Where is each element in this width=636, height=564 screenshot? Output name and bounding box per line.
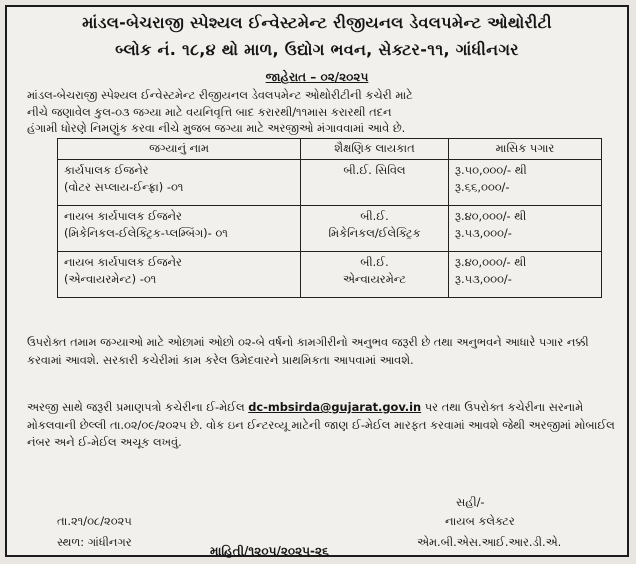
- signature-mark: સહી/-: [456, 495, 485, 509]
- post-detail: (એન્વાયરમેન્ટ) -૦૧: [64, 272, 157, 286]
- post-title: નાયબ કાર્યપાલક ઈજનેર: [64, 255, 182, 269]
- qualification-text: મિકેનિકલ/ઈલેક્ટ્રિક: [328, 226, 421, 240]
- post-title: કાર્યપાલક ઈજનેર: [64, 163, 149, 177]
- salary-to: રૂ.૫૩,૦૦૦/-: [454, 272, 512, 286]
- table-row: [58, 252, 602, 298]
- qualification-cell: [301, 206, 449, 252]
- paragraph-line: [27, 400, 438, 414]
- paragraph-text: પર: [421, 400, 439, 414]
- salary-cell: [448, 252, 601, 298]
- salary-cell: [448, 206, 601, 252]
- salary-from: રૂ.૫૦,૦૦૦/- થી: [454, 163, 527, 177]
- post-detail: (મિકેનિકલ-ઈલેક્ટ્રિક-પ્લમ્બિંગ)- ૦૧: [64, 226, 228, 240]
- notice-place: સ્થળ: ગાંધીનગર: [57, 535, 132, 549]
- table-header-row: [58, 139, 602, 160]
- paragraph-line: નંબર અને ઈ-મેઈલ અચૂક લખવું.: [27, 435, 182, 449]
- qualification-text: બી.ઈ.: [360, 209, 389, 223]
- qualification-text: બી.ઈ.: [360, 255, 389, 269]
- intro-line: હંગામી ધોરણે નિમણુંક કરવા નીચે મુજબ જગ્યા માટે અરજીઓ મંગાવવામાં આવે છે.: [27, 121, 406, 135]
- vacancy-table: [57, 138, 602, 298]
- experience-paragraph: [27, 333, 617, 369]
- paragraph-line: જરૂરી છે તથા અનુભવને આધારે પગાર નક્કી કરવામાં આવશે. સરકારી કચેરીમાં કામ: [27, 335, 589, 367]
- intro-line: માંડલ-બેચરાજી સ્પેશ્યલ ઈન્વેસ્ટમેન્ટ રીજીયનલ ડેવલપમેન્ટ ઓથોરીટીની કચેરી માટે: [27, 88, 413, 102]
- intro-line: નીચે જણાવેલ કુલ-૦૩ જગ્યા માટે વયનિવૃત્તિ બાદ કરારથી/૧૧માસ કરારથી તદન: [27, 104, 392, 119]
- paragraph-line: ઈન્ટરવ્યૂ માટેની જાણ ઈ-મેઈલ મારફત કરવામાં આવશે જેથી અરજીમાં મોબાઈલ: [247, 417, 615, 432]
- authority-name: માંડલ-બેચરાજી સ્પેશ્યલ ઈન્વેસ્ટમેન્ટ રીજીયનલ ડેવલપમેન્ટ ઓથોરીટી: [82, 13, 552, 32]
- paragraph-line: તથા ઉપરોક્ત કચેરીના સરનામે મોકલવાની છેલ્લી તા.૦૨/૦૯/૨૦૨૫ છે. વોક ઇન: [27, 400, 584, 432]
- intro-paragraph: [27, 87, 617, 137]
- qualification-text: બી.ઈ. સિવિલ: [343, 163, 406, 177]
- salary-to: રૂ.૫૩,૦૦૦/-: [454, 226, 512, 240]
- application-paragraph: [27, 399, 617, 452]
- paragraph-line: ઉપરોક્ત તમામ જગ્યાઓ માટે ઓછામાં ઓછો ૦૨-બે વર્ષનો કામગીરીનો અનુભવ: [27, 335, 389, 349]
- post-title: નાયબ કાર્યપાલક ઈજનેર: [64, 209, 182, 223]
- post-cell: [58, 206, 301, 252]
- salary-from: રૂ.૪૦,૦૦૦/- થી: [454, 209, 527, 223]
- header-salary: માસિક પગાર: [448, 139, 601, 160]
- salary-to: રૂ.૬૬,૦૦૦/-: [454, 180, 510, 194]
- advertisement-number: જાહેરાત – ૦૨/૨૦૨૫: [265, 70, 369, 84]
- qualification-text: એન્વાયરમેન્ટ: [342, 272, 407, 286]
- salary-from: રૂ.૪૦,૦૦૦/- થી: [454, 255, 527, 269]
- header-qualification: શૈક્ષણિક લાયકાત: [301, 139, 449, 160]
- qualification-cell: [301, 252, 449, 298]
- post-cell: [58, 160, 301, 206]
- post-cell: [58, 252, 301, 298]
- table-row: [58, 160, 602, 206]
- information-reference: માહિતી/૧૨૦૫/૨૦૨૫-૨૬: [210, 544, 329, 558]
- email-link[interactable]: dc-mbsirda@gujarat.gov.in: [248, 400, 422, 414]
- salary-cell: [448, 160, 601, 206]
- qualification-cell: [301, 160, 449, 206]
- header-post: જગ્યાનું નામ: [58, 139, 301, 160]
- signatory-office: એમ.બી.એસ.આઈ.આર.ડી.એ.: [417, 535, 562, 549]
- post-detail: (વોટર સપ્લાય-ઈન્ફ્રા) -૦૧: [64, 180, 184, 194]
- notice-date: તા.૨૧/૦૮/૨૦૨૫: [57, 514, 132, 528]
- paragraph-line: કરેલ ઉમેદવારને પ્રાથમિકતા આપવામાં આવશે.: [204, 353, 414, 367]
- paragraph-text: અરજી સાથે જરૂરી પ્રમાણપત્રો કચેરીના ઈ-મેઈલ: [27, 400, 249, 414]
- signatory-designation: નાયબ કલેક્ટર: [445, 514, 515, 528]
- notice-frame: [5, 5, 629, 557]
- authority-address: બ્લોક નં. ૧૮,૪ થો માળ, ઉદ્યોગ ભવન, સેક્ટર-૧૧, ગાંધીનગર: [115, 40, 519, 59]
- table-row: [58, 206, 602, 252]
